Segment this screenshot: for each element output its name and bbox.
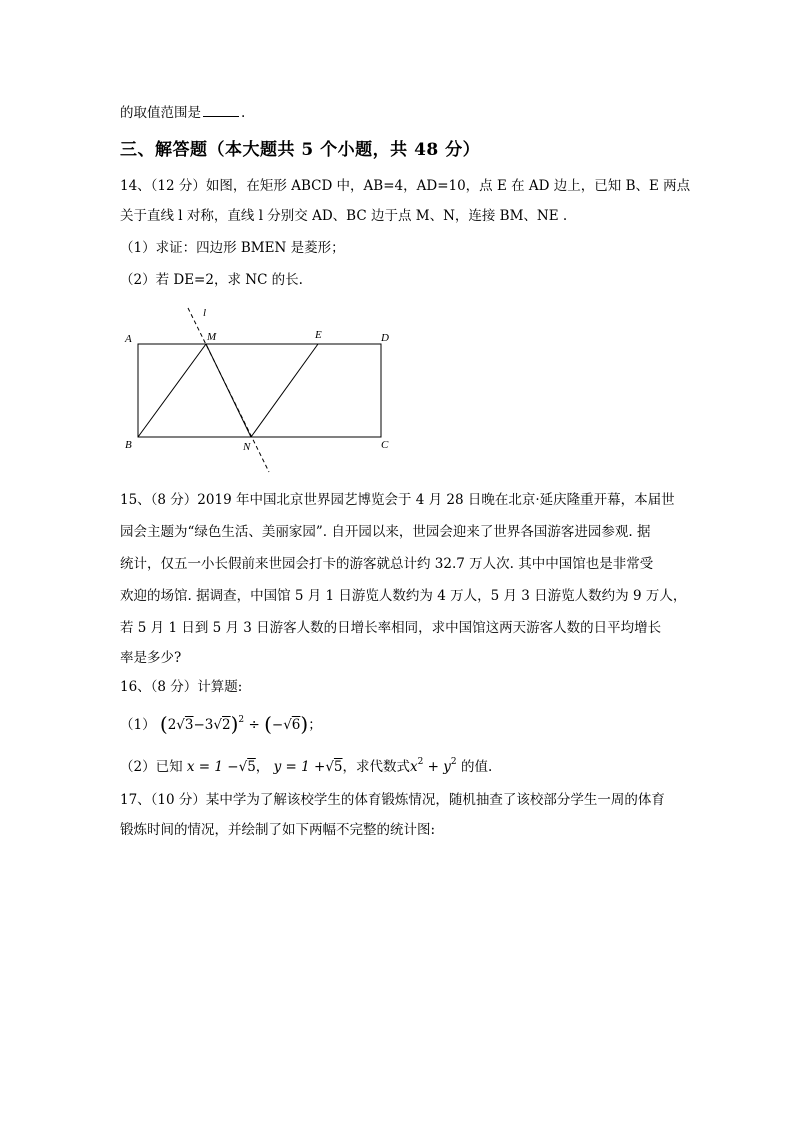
radicand-3: 6	[291, 717, 301, 733]
right-paren: )	[230, 712, 239, 736]
label-c: C	[381, 439, 389, 451]
left-paren: (	[159, 712, 168, 736]
q16-part2: （2）已知 x = 1 −√5， y = 1 +√5，求代数式$x^2 + y^2$ 的值.	[120, 757, 493, 775]
part1-end: ；	[308, 717, 322, 733]
sqrt-icon: √	[283, 717, 292, 733]
q16-title: 16、（8 分）计算题:	[120, 679, 243, 695]
answer-blank-line	[120, 102, 245, 123]
poly-y-exp: 2	[450, 757, 457, 767]
coef-a: 2	[167, 717, 177, 733]
label-b: B	[125, 439, 132, 451]
sqrt-icon: √	[213, 717, 223, 733]
label-a: A	[125, 333, 132, 345]
rectangle-abcd	[138, 344, 381, 437]
q17-line2: 锻炼时间的情况，并绘制了如下两幅不完整的统计图:	[120, 822, 436, 838]
section-title: 三、解答题（本大题共 5 个小题，共 48 分）	[120, 140, 481, 160]
exponent: 2	[238, 715, 245, 725]
label-d: D	[381, 332, 389, 344]
sqrt-icon: √	[176, 717, 185, 733]
line-l-solid	[206, 344, 251, 437]
label-l: l	[203, 307, 207, 319]
left-paren-2: (	[264, 712, 272, 736]
q14-line2: 关于直线 l 对称，直线 l 分别交 AD、BC 边于点 M、N，连接 BM、NE .	[120, 208, 568, 224]
q16-part1	[120, 710, 322, 735]
blank-prefix: 的取值范围是	[120, 105, 201, 121]
q15-line1: 15、（8 分）2019 年中国北京世界园艺博览会于 4 月 28 日晚在北京·延庆隆重开幕，本届世	[120, 492, 675, 508]
label-m: M	[207, 331, 217, 343]
sqrt-icon: √	[238, 759, 248, 775]
segment-bm	[138, 344, 206, 437]
blank-suffix: .	[241, 105, 246, 121]
x-radicand: 5	[247, 759, 256, 775]
q14-line1: 14、（12 分）如图，在矩形 ABCD 中，AB=4，AD=10，点 E 在 AD 边上，已知 B、E 两点	[120, 178, 691, 194]
poly-y: y	[443, 759, 451, 775]
label-e: E	[315, 329, 322, 341]
poly-plus: +	[423, 759, 444, 775]
rectangle-figure	[118, 302, 408, 477]
q15-line6: 率是多少?	[120, 650, 182, 666]
x-definition: x = 1 −	[186, 759, 239, 775]
q16-part2-label: （2）已知	[120, 759, 183, 775]
radicand-1: 3	[184, 717, 194, 733]
right-paren-2: )	[300, 712, 309, 736]
label-n: N	[243, 441, 251, 453]
q16-part1-label: （1）	[120, 717, 156, 733]
poly-x: x	[410, 759, 418, 775]
minus-term: −3	[193, 717, 214, 733]
q15-line5: 若 5 月 1 日到 5 月 3 日游客人数的日增长率相同，求中国馆这两天游客人数的日平均增长	[120, 620, 662, 636]
sqrt-icon: √	[325, 759, 334, 775]
y-radicand: 5	[333, 759, 343, 775]
poly-x-exp: 2	[417, 757, 424, 767]
q14-part1: （1）求证：四边形 BMEN 是菱形；	[120, 240, 345, 256]
answer-blank	[203, 102, 239, 117]
q14-part2: （2）若 DE=2，求 NC 的长.	[120, 272, 303, 288]
q15-line3: 统计，仅五一小长假前来世园会打卡的游客就总计约 32.7 万人次. 其中中国馆也是非常受	[120, 556, 654, 572]
part2-text: ，求代数式	[342, 759, 411, 775]
negative-sign: −	[271, 717, 284, 733]
part2-end: 的值.	[460, 759, 493, 775]
q15-line4: 欢迎的场馆. 据调查，中国馆 5 月 1 日游览人数约为 4 万人，5 月 3 日游览人数约为 9 万人，	[120, 588, 687, 604]
divide-sign: ÷	[248, 717, 260, 733]
segment-ne	[251, 344, 318, 437]
q17-line1: 17、（10 分）某中学为了解该校学生的体育锻炼情况，随机抽查了该校部分学生一周的体育	[120, 792, 665, 808]
radicand-2: 2	[222, 717, 231, 733]
y-definition: y = 1 +	[273, 759, 326, 775]
q15-line2: 园会主题为“绿色生活、美丽家园”. 自开园以来，世园会迎来了世界各国游客进园参观. 据	[120, 524, 651, 540]
